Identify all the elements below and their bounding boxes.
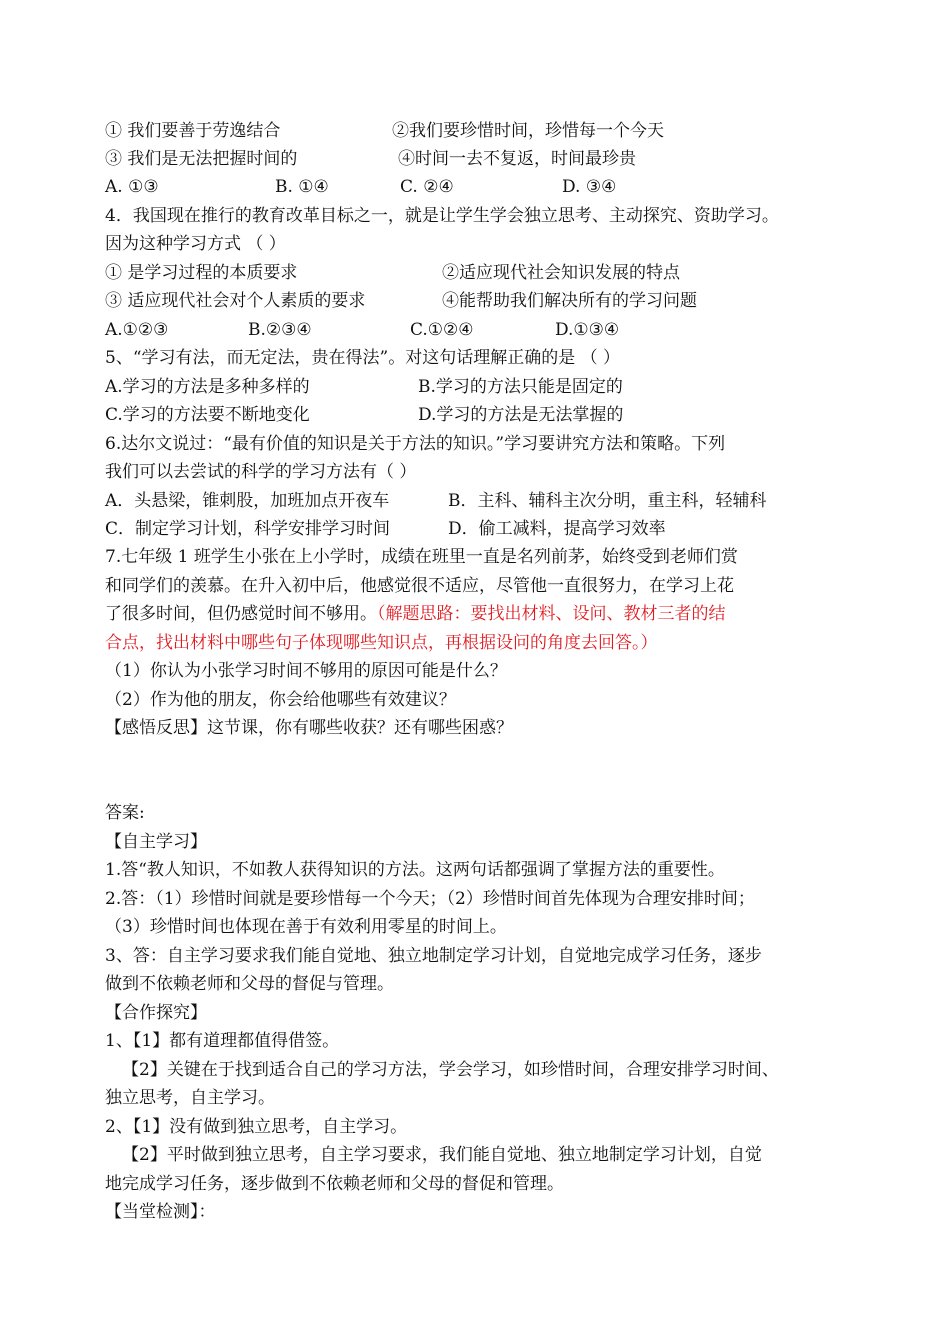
q4-stem-line-1: 4．我国现在推行的教育改革目标之一，就是让学生学会独立思考、主动探究、资助学习。 — [105, 206, 779, 226]
q3-option-3: ③ 我们是无法把握时间的 — [105, 149, 298, 169]
q7-material-line-1: 7.七年级 1 班学生小张在上小学时，成绩在班里一直是名列前茅，始终受到老师们赏 — [105, 547, 738, 567]
q6-stem-line-1: 6.达尔文说过：“最有价值的知识是关于方法的知识。”学习要讲究方法和策略。下列 — [105, 434, 726, 454]
q3-option-4: ④时间一去不复返，时间最珍贵 — [398, 149, 636, 169]
q3-option-1: ① 我们要善于劳逸结合 — [105, 121, 281, 141]
q5-choice-b: B.学习的方法只能是固定的 — [418, 377, 623, 397]
coop-answer-1-part-2-line-2: 独立思考，自主学习。 — [105, 1088, 275, 1108]
q4-choice-c: C.①②④ — [410, 320, 474, 340]
q7-subquestion-2: （2）作为他的朋友，你会给他哪些有效建议？ — [105, 690, 456, 710]
q6-choice-c: C．制定学习计划，科学安排学习时间 — [105, 519, 391, 539]
q3-choice-d: D. ③④ — [562, 177, 617, 197]
q3-choice-c: C. ②④ — [400, 177, 454, 197]
q4-stem-line-2: 因为这种学习方式 （ ） — [105, 234, 286, 254]
coop-answer-2-part-2-line-2: 地完成学习任务，逐步做到不依赖老师和父母的督促和管理。 — [105, 1174, 564, 1194]
self-study-heading: 【自主学习】 — [105, 832, 207, 852]
q4-option-2: ②适应现代社会知识发展的特点 — [442, 263, 680, 283]
answer-2-line-1: 2.答：（1）珍惜时间就是要珍惜每一个今天；（2）珍惜时间首先体现为合理安排时间； — [105, 889, 755, 909]
coop-answer-1-part-1: 1、【1】都有道理都值得借签。 — [105, 1031, 340, 1051]
answers-heading: 答案: — [105, 803, 145, 823]
q4-option-1: ① 是学习过程的本质要求 — [105, 263, 298, 283]
q6-choice-a: A．头悬梁，锥刺股，加班加点开夜车 — [105, 491, 390, 511]
coop-answer-2-part-2-line-1: 【2】平时做到独立思考，自主学习要求，我们能自觉地、独立地制定学习计划，自觉 — [122, 1145, 762, 1165]
q7-material-text: 了很多时间，但仍感觉时间不够用。 — [105, 604, 377, 624]
q4-option-4: ④能帮助我们解决所有的学习问题 — [442, 291, 697, 311]
q5-choice-d: D.学习的方法是无法掌握的 — [418, 405, 624, 425]
q7-hint-part-1: （解题思路：要找出材料、设问、教材三者的结 — [377, 604, 726, 624]
q4-choice-d: D.①③④ — [555, 320, 620, 340]
q7-hint-part-2: 合点，找出材料中哪些句子体现哪些知识点，再根据设问的角度去回答。） — [105, 633, 658, 653]
q6-choice-d: D．偷工减料，提高学习效率 — [448, 519, 666, 539]
answer-3-line-1: 3、答：自主学习要求我们能自觉地、独立地制定学习计划，自觉地完成学习任务，逐步 — [105, 946, 762, 966]
q4-choice-b: B.②③④ — [248, 320, 312, 340]
q7-material-line-3 — [105, 603, 726, 625]
q5-choice-a: A.学习的方法是多种多样的 — [105, 377, 310, 397]
answer-3-line-2: 做到不依赖老师和父母的督促与管理。 — [105, 974, 394, 994]
q3-option-2: ②我们要珍惜时间，珍惜每一个今天 — [392, 121, 664, 141]
reflection-prompt: 【感悟反思】这节课，你有哪些收获？还有哪些困惑？ — [105, 718, 513, 738]
q7-subquestion-1: （1）你认为小张学习时间不够用的原因可能是什么？ — [105, 661, 507, 681]
q5-stem: 5、“学习有法，而无定法，贵在得法”。对这句话理解正确的是 （ ） — [105, 348, 621, 368]
q7-material-line-2: 和同学们的羡慕。在升入初中后，他感觉很不适应，尽管他一直很努力，在学习上花 — [105, 576, 734, 596]
q5-choice-c: C.学习的方法要不断地变化 — [105, 405, 310, 425]
coop-answer-2-part-1: 2、【1】没有做到独立思考，自主学习。 — [105, 1117, 408, 1137]
cooperative-inquiry-heading: 【合作探究】 — [105, 1003, 207, 1023]
coop-answer-1-part-2-line-1: 【2】关键在于找到适合自己的学习方法，学会学习，如珍惜时间，合理安排学习时间、 — [122, 1060, 779, 1080]
q6-choice-b: B．主科、辅科主次分明，重主科，轻辅科 — [448, 491, 767, 511]
q6-stem-line-2: 我们可以去尝试的科学的学习方法有（ ） — [105, 462, 417, 482]
in-class-check-heading: 【当堂检测】： — [105, 1202, 216, 1222]
q4-option-3: ③ 适应现代社会对个人素质的要求 — [105, 291, 366, 311]
answer-1: 1.答“教人知识，不如教人获得知识的方法。这两句话都强调了掌握方法的重要性。 — [105, 860, 725, 880]
q3-choice-a: A. ①③ — [105, 177, 159, 197]
q3-choice-b: B. ①④ — [275, 177, 329, 197]
q4-choice-a: A.①②③ — [105, 320, 169, 340]
answer-2-line-2: （3）珍惜时间也体现在善于有效利用零星的时间上。 — [105, 917, 507, 937]
